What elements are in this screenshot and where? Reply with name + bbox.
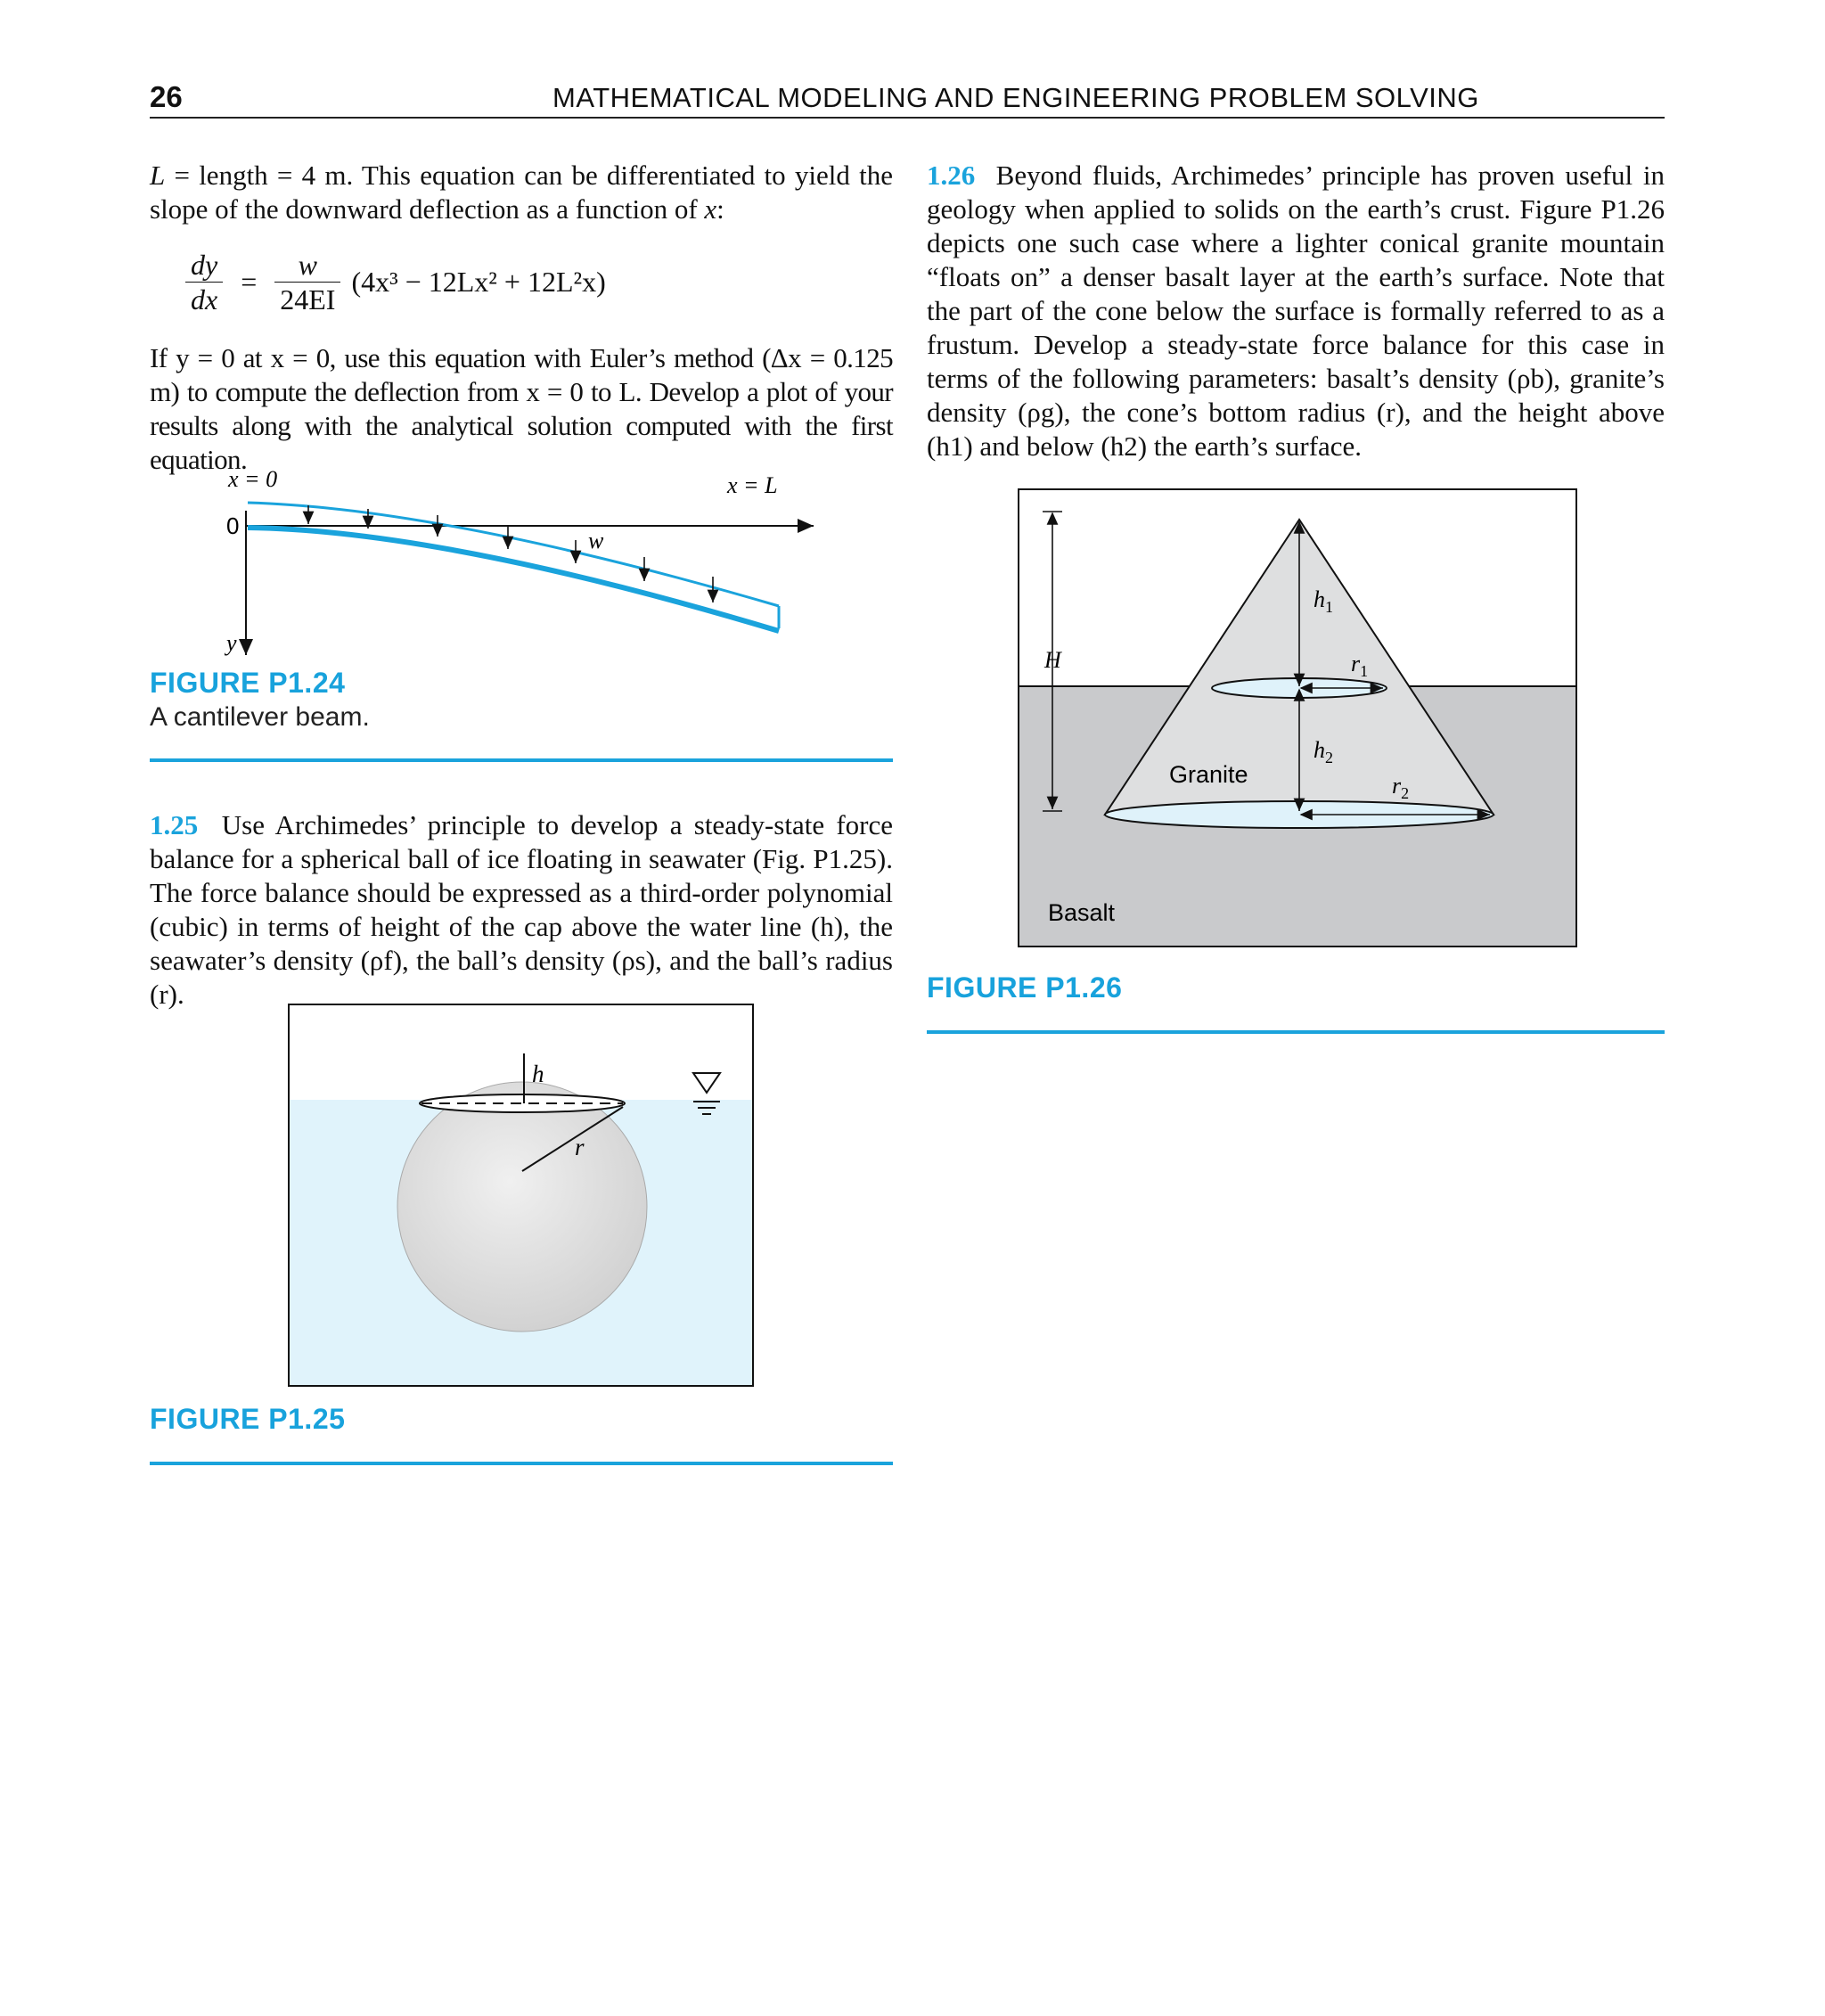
- distributed-load-arrows: [308, 505, 713, 602]
- intro-line-2-end: :: [716, 193, 724, 225]
- label-granite: Granite: [1169, 761, 1248, 788]
- label-H: H: [1044, 647, 1061, 673]
- label-w: w: [588, 528, 604, 553]
- figure-p126-rule: [927, 1030, 1665, 1034]
- equals-sign: =: [241, 266, 258, 298]
- cantilever-beam-diagram: [150, 459, 845, 664]
- label-xL: x = L: [727, 472, 778, 498]
- figure-p124-rule: [150, 758, 893, 762]
- problem-125-number: 1.25: [150, 809, 199, 840]
- euler-paragraph: If y = 0 at x = 0, use this equation with Euler’s method (Δx = 0.125 m) to compute the deflection from x = 0 to L. Develop a plot of your results along with the analytical solution computed with the first equation.: [150, 342, 893, 475]
- deflected-beam: [248, 528, 779, 631]
- header-rule: [150, 117, 1665, 119]
- var-x: x: [704, 193, 717, 225]
- rhs-denominator: 24EI: [280, 283, 336, 316]
- lhs-fraction: [185, 248, 223, 316]
- derivative-equation: [185, 248, 606, 316]
- label-r: r: [575, 1134, 585, 1160]
- figure-p125-title: FIGURE P1.25: [150, 1403, 346, 1435]
- rhs-numerator: w: [274, 248, 340, 283]
- problem-126-paragraph: [927, 159, 1665, 463]
- running-head: MATHEMATICAL MODELING AND ENGINEERING PROBLEM SOLVING: [552, 82, 1479, 113]
- polynomial: (4x³ − 12Lx² + 12L²x): [351, 266, 606, 298]
- load-outline: [248, 503, 779, 606]
- problem-125-paragraph: [150, 808, 893, 1012]
- lhs-denominator: dx: [191, 283, 218, 316]
- intro-line-1: = length = 4 m. This equation can be differentiated to yield the: [165, 160, 893, 191]
- label-h: h: [532, 1061, 544, 1087]
- label-h2: $h_2$: [1314, 737, 1333, 766]
- label-h1: $h_1$: [1314, 586, 1333, 616]
- label-y: y: [226, 630, 237, 656]
- figure-p124-caption: A cantilever beam.: [150, 702, 370, 732]
- figure-p126-title: FIGURE P1.26: [927, 971, 1123, 1004]
- page-number: 26: [150, 80, 183, 113]
- label-zero: 0: [226, 512, 240, 539]
- problem-125-text: Use Archimedes’ principle to develop a steady-state force balance for a spherical ball of ice floating in seawater (Fig. P1.25). The force balance should be expressed as a third-order polynomial (cubic) in terms of height of the cap above the water line (h), the seawater’s density (ρf), the ball’s density (ρs), and the ball’s radius (r).: [150, 809, 894, 1010]
- rhs-fraction: [274, 248, 340, 316]
- label-r2: $r_2$: [1392, 773, 1410, 802]
- figure-p124-title: FIGURE P1.24: [150, 667, 346, 699]
- ice-ball: [397, 1082, 647, 1332]
- intro-paragraph: [150, 159, 893, 226]
- label-x0: x = 0: [228, 466, 278, 492]
- lhs-numerator: dy: [185, 248, 223, 283]
- var-L: L: [150, 160, 166, 191]
- granite-mountain-diagram: [1018, 488, 1577, 947]
- label-basalt: Basalt: [1048, 899, 1116, 926]
- problem-126-text: Beyond fluids, Archimedes’ principle has proven useful in geology when applied to solids on the earth’s crust. Figure P1.26 depicts one such case where a lighter conical granite mountain “floats on” a denser basalt layer at the earth’s surface. Note that the part of the cone below the surface is formally referred to as a frustum. Develop a steady-state force balance for this case in terms of the following parameters: basalt’s density (ρb), granite’s density (ρg), the cone’s bottom radius (r), and the height above (h1) and below (h2) the earth’s surface.: [927, 160, 1665, 462]
- label-r1: $r_1$: [1351, 651, 1369, 680]
- problem-126-number: 1.26: [927, 160, 976, 191]
- intro-line-2: slope of the downward deflection as a function of: [150, 193, 705, 225]
- waterline-ellipse: [420, 1094, 625, 1112]
- figure-p125-rule: [150, 1462, 893, 1465]
- ice-ball-diagram: [288, 1004, 754, 1387]
